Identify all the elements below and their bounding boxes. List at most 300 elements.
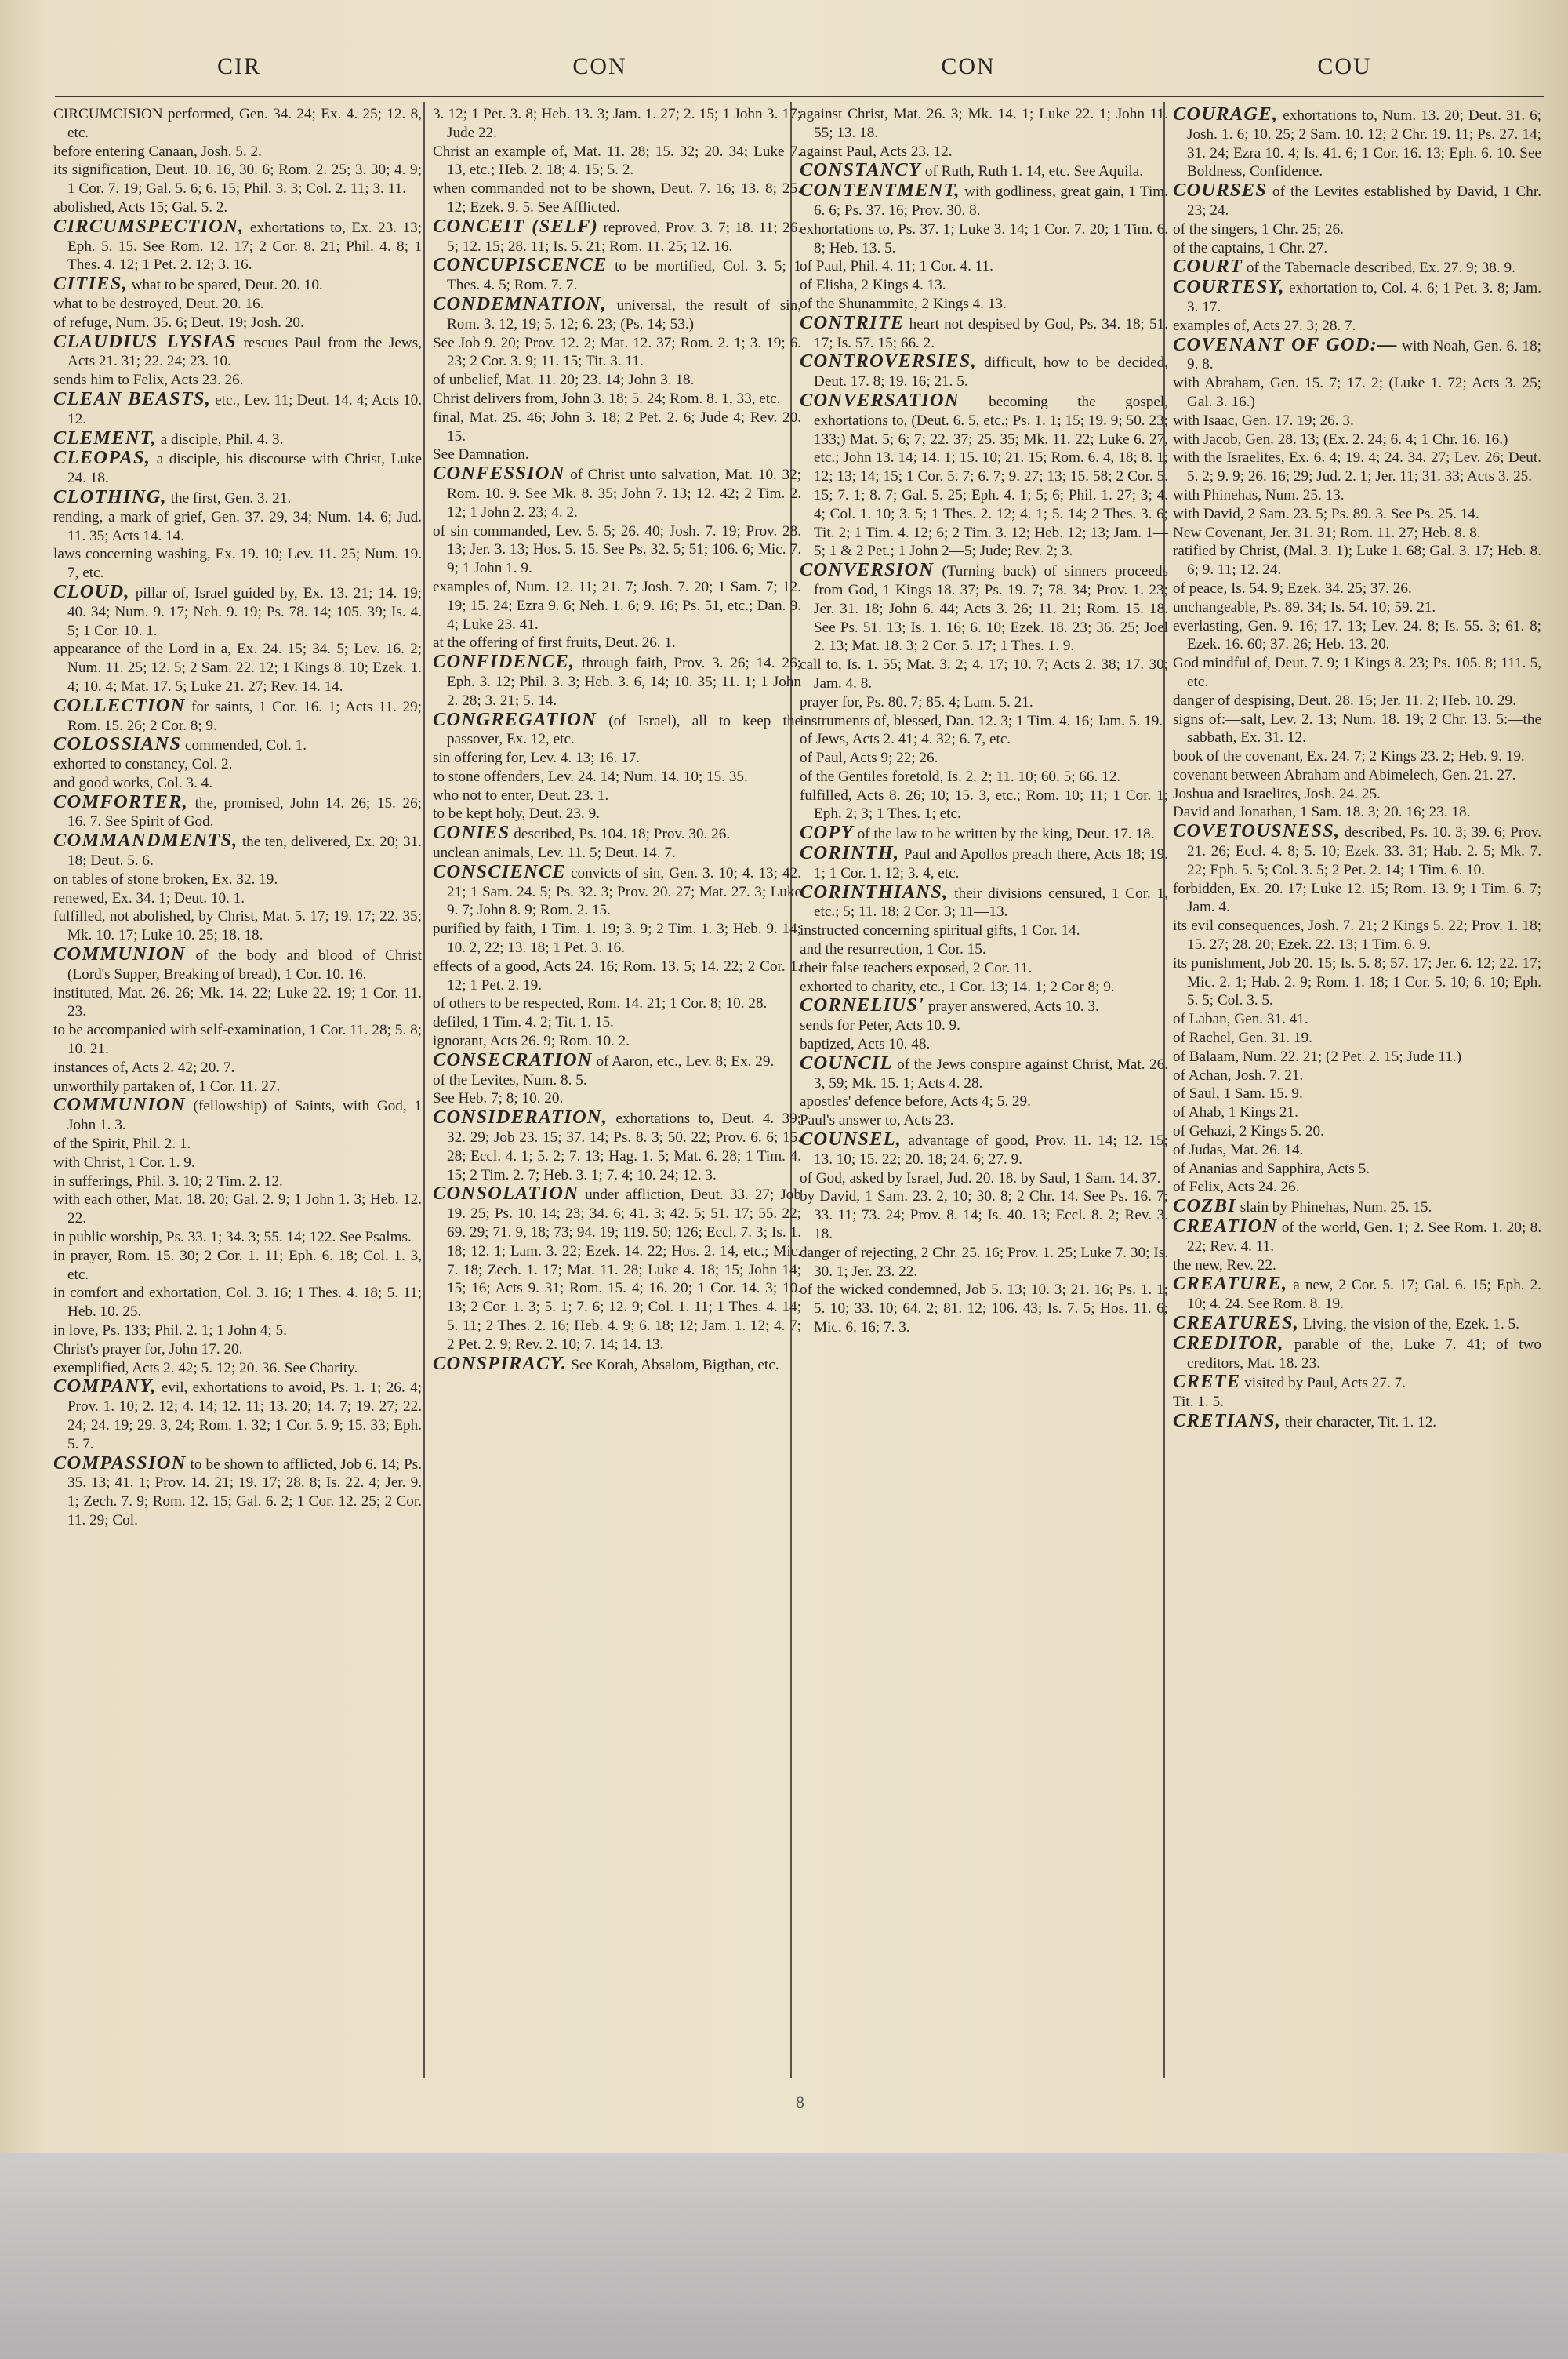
index-entry xyxy=(1173,1010,1541,1029)
index-entry xyxy=(800,181,1168,220)
index-entry xyxy=(53,1096,422,1135)
index-entry xyxy=(433,958,801,995)
entry-text: David and Jonathan, 1 Sam. 18. 3; 20. 16; 23. 18. xyxy=(1173,804,1471,821)
entry-text: unchangeable, Ps. 89. 34; Is. 54. 10; 59. 21. xyxy=(1173,598,1436,616)
index-entry xyxy=(53,387,422,429)
index-entry xyxy=(53,1059,422,1078)
index-entry xyxy=(433,464,801,522)
entry-text: exhortations to, Ps. 37. 1; Luke 3. 14; 1 Cor. 7. 20; 1 Tim. 6. 8; Heb. 13. 5. xyxy=(800,220,1168,256)
index-entry xyxy=(1173,880,1541,918)
entry-text: its punishment, Job 20. 15; Is. 5. 8; 57. 17; Jer. 6. 12; 22. 17; Mic. 2. 1; Hab. 2. 9; Rom. 1. 18; 1 Cor. 5. 10; 6. 10; Eph. 5. 5; Col. 3. 5. xyxy=(1173,954,1541,1009)
index-entry xyxy=(433,1089,801,1108)
running-heads xyxy=(0,53,1568,85)
entry-text: at the offering of first fruits, Deut. 26. 1. xyxy=(433,634,676,652)
index-entry xyxy=(433,390,801,409)
entry-text: of the captains, 1 Chr. 27. xyxy=(1173,239,1328,256)
index-entry xyxy=(433,652,801,710)
index-entry xyxy=(1173,1217,1541,1256)
index-entry xyxy=(53,1321,422,1340)
entry-text: with David, 2 Sam. 23. 5; Ps. 89. 3. See Ps. 25. 14. xyxy=(1173,505,1479,522)
scan-background xyxy=(0,2153,1568,2359)
entry-headword: CLAUDIUS LYSIAS xyxy=(53,330,237,352)
running-head-1: CIR xyxy=(216,53,261,79)
entry-text: danger of rejecting, 2 Chr. 25. 16; Prov. 1. 25; Luke 7. 30; Is. 30. 1; Jer. 23. 22. xyxy=(800,1244,1168,1280)
index-entry xyxy=(433,1108,801,1184)
entry-text: with godliness, great gain, 1 Tim. 6. 6; Ps. 37. 16; Prov. 30. 8. xyxy=(814,184,1169,219)
index-entry xyxy=(53,1021,422,1059)
entry-headword: CONSIDERATION, xyxy=(433,1107,608,1129)
index-entry xyxy=(53,871,422,889)
entry-text: apostles' defence before, Acts 4; 5. 29. xyxy=(800,1093,1031,1110)
entry-text: of the singers, 1 Chr. 25; 26. xyxy=(1173,220,1344,238)
entry-text: with the Israelites, Ex. 6. 4; 19. 4; 24. 34. 27; Lev. 26; Deut. 5. 2; 9. 9; 26. 16; 29; Jud. 2. 1; Jer. 11; 31. 33; Acts 3. 25. xyxy=(1173,449,1541,485)
entry-text: described, Ps. 10. 3; 39. 6; Prov. 21. 26; Eccl. 4. 8; 5. 10; Ezek. 33. 31; Hab. 2. 5; Mk. 7. 22; Eph. 5. 5; Col. 3. 5; 2 Pet. 2. 14; 1 Tim. 6. 10. xyxy=(1187,824,1542,878)
entry-headword: CONTENTMENT, xyxy=(800,180,960,202)
entry-text: Christ an example of, Mat. 11. 28; 15. 32; 20. 34; Luke 7. 13, etc.; Heb. 2. 18; 4. 15; 5. 2. xyxy=(433,143,801,179)
entry-text: (fellowship) of Saints, with God, 1 John 1. 3. xyxy=(67,1098,422,1134)
index-entry xyxy=(53,449,422,488)
index-entry xyxy=(1173,257,1541,278)
index-entry xyxy=(53,640,422,696)
entry-text: on tables of stone broken, Ex. 32. 19. xyxy=(53,871,278,888)
entry-text: by David, 1 Sam. 23. 2, 10; 30. 8; 2 Chr. 14. See Ps. 16. 7; 33. 11; 73. 24; Prov. 8. 14; Is. 40. 13; Eccl. 8. 2; Rev. 3. 18. xyxy=(800,1188,1168,1243)
index-entry xyxy=(433,634,801,652)
entry-text: a disciple, Phil. 4. 3. xyxy=(160,431,284,448)
index-entry xyxy=(1173,1409,1541,1432)
entry-text: and good works, Col. 3. 4. xyxy=(53,774,213,791)
index-entry xyxy=(53,1228,422,1247)
index-entry xyxy=(800,220,1168,258)
entry-text: sends for Peter, Acts 10. 9. xyxy=(800,1017,960,1034)
entry-text: ignorant, Acts 26. 9; Rom. 10. 2. xyxy=(433,1033,630,1050)
entry-text: the ten, delivered, Ex. 20; 31. 18; Deut. 5. 6. xyxy=(67,834,422,870)
entry-text: of refuge, Num. 35. 6; Deut. 19; Josh. 20. xyxy=(53,314,304,331)
index-entry xyxy=(800,295,1168,314)
entry-text: See Damnation. xyxy=(433,446,529,463)
entry-text: Joshua and Israelites, Josh. 24. 25. xyxy=(1173,785,1381,802)
entry-text: of Balaam, Num. 22. 21; (2 Pet. 2. 15; Jude 11.) xyxy=(1173,1048,1462,1065)
entry-text: against Paul, Acts 23. 12. xyxy=(800,143,953,160)
entry-text: sin offering for, Lev. 4. 13; 16. 17. xyxy=(433,750,641,767)
index-entry xyxy=(800,391,1168,561)
entry-headword: COMFORTER, xyxy=(53,791,188,812)
entry-text: a disciple, his discourse with Christ, Luke 24. 18. xyxy=(67,451,422,487)
index-entry xyxy=(1173,1067,1541,1085)
index-entry xyxy=(53,1154,422,1172)
entry-text: before entering Canaan, Josh. 5. 2. xyxy=(53,143,262,160)
entry-text: effects of a good, Acts 24. 16; Rom. 13. 5; 14. 22; 2 Cor. 1. 12; 1 Pet. 2. 19. xyxy=(433,958,801,994)
entry-text: prayer answered, Acts 10. 3. xyxy=(927,998,1099,1016)
entry-text: of Achan, Josh. 7. 21. xyxy=(1173,1067,1304,1084)
index-entry xyxy=(53,1454,422,1530)
entry-headword: CONSCIENCE xyxy=(433,860,566,882)
entry-text: against Christ, Mat. 26. 3; Mk. 14. 1; Luke 22. 1; John 11. 55; 13. 18. xyxy=(800,106,1168,141)
entry-text: call to, Is. 1. 55; Mat. 3. 2; 4. 17; 10. 7; Acts 2. 38; 17. 30; Jam. 4. 8. xyxy=(800,656,1168,692)
index-entry xyxy=(1173,803,1541,822)
index-entry xyxy=(800,787,1168,824)
entry-text: purified by faith, 1 Tim. 1. 19; 3. 9; 2 Tim. 1. 3; Heb. 9. 14; 10. 2, 22; 13. 18; 1 Pet. 3. 16. xyxy=(433,921,801,957)
entry-text: exhortations to, Deut. 4. 39; 32. 29; Job 23. 15; 37. 14; Ps. 8. 3; 50. 22; Prov. 6. 6; 15. 28; Eccl. 4. 1; 5. 2; 7. 13; Hag. 1. 5; Mat. 6. 28; 1 Tim. 4. 15; 2 Tim. 2. 7; Heb. 3. 1; 7. 4; 10. 24; 12. 3. xyxy=(447,1110,802,1183)
index-entry xyxy=(433,994,801,1013)
entry-text: visited by Paul, Acts 27. 7. xyxy=(1244,1375,1406,1392)
index-entry xyxy=(800,311,1168,353)
entry-headword: CORINTH, xyxy=(800,842,900,864)
entry-headword: CITIES, xyxy=(53,273,128,295)
index-entry xyxy=(433,256,801,295)
entry-headword: CORINTHIANS, xyxy=(800,881,949,903)
entry-text: God mindful of, Deut. 7. 9; 1 Kings 8. 23; Ps. 105. 8; 111. 5, etc. xyxy=(1173,655,1541,690)
entry-text: with Phinehas, Num. 25. 13. xyxy=(1173,486,1345,503)
index-entry xyxy=(1173,954,1541,1010)
index-entry xyxy=(433,749,801,768)
index-entry xyxy=(1173,1029,1541,1048)
entry-text: Living, the vision of the, Ezek. 1. 5. xyxy=(1302,1316,1519,1332)
index-entry xyxy=(53,1247,422,1285)
entry-text: universal, the result of sin, Rom. 3. 12, 19; 5. 12; 6. 23; (Ps. 14; 53.) xyxy=(447,296,802,333)
index-entry xyxy=(433,371,801,390)
entry-text: everlasting, Gen. 9. 16; 17. 13; Lev. 24. 8; Is. 55. 3; 61. 8; Ezek. 16. 60; 37. 26; Heb. 13. 20. xyxy=(1173,617,1541,653)
index-entry xyxy=(433,1354,801,1375)
index-entry xyxy=(800,1169,1168,1188)
entry-headword: CONFIDENCE, xyxy=(433,651,575,673)
entry-text: in love, Ps. 133; Phil. 2. 1; 1 John 4; 5. xyxy=(53,1322,287,1339)
entry-text: advantage of good, Prov. 11. 14; 12. 15; 13. 10; 15. 22; 20. 18; 24. 6; 27. 9. xyxy=(814,1132,1168,1168)
index-entry xyxy=(53,1340,422,1359)
index-entry xyxy=(1173,711,1541,748)
index-entry xyxy=(800,959,1168,978)
index-entry xyxy=(1173,1178,1541,1197)
index-entry xyxy=(1173,486,1541,505)
entry-text: instances of, Acts 2. 42; 20. 7. xyxy=(53,1059,235,1076)
index-entry xyxy=(1173,220,1541,239)
entry-text: Paul's answer to, Acts 23. xyxy=(800,1112,954,1129)
index-entry xyxy=(800,161,1168,181)
index-entry xyxy=(1173,431,1541,449)
entry-text: of the Spirit, Phil. 2. 1. xyxy=(53,1136,191,1153)
entry-text: rescues Paul from the Jews, Acts 21. 31; 22. 24; 23. 10. xyxy=(67,334,423,370)
index-entry xyxy=(800,656,1168,693)
entry-text: with Abraham, Gen. 15. 7; 17. 2; (Luke 1. 72; Acts 3. 25; Gal. 3. 16.) xyxy=(1173,375,1541,410)
index-entry xyxy=(53,545,422,583)
entry-text: unworthily partaken of, 1 Cor. 11. 27. xyxy=(53,1078,281,1095)
index-entry xyxy=(53,217,422,274)
page-number: 8 xyxy=(796,2092,804,2112)
entry-text: what to be destroyed, Deut. 20. 16. xyxy=(53,295,264,312)
entry-text: pillar of, Israel guided by, Ex. 13. 21; 14. 19; 40. 34; Num. 9. 17; Neh. 9. 19; Ps. 78. 14; 105. 39; Is. 4. 5; 1 Cor. 10. 1. xyxy=(67,584,422,639)
index-entry xyxy=(433,143,801,180)
entry-text: instructed concerning spiritual gifts, 1 Cor. 14. xyxy=(800,922,1080,940)
index-entry xyxy=(1173,278,1541,317)
entry-headword: CONSTANCY xyxy=(800,159,922,181)
entry-text: danger of despising, Deut. 28. 15; Jer. 11. 2; Heb. 10. 29. xyxy=(1173,692,1516,709)
index-entry xyxy=(53,945,422,984)
entry-text: and the resurrection, 1 Cor. 15. xyxy=(800,941,986,958)
entry-text: rending, a mark of grief, Gen. 37. 29, 34; Num. 14. 6; Jud. 11. 35; Acts 14. 14. xyxy=(53,508,422,544)
index-entry xyxy=(1173,917,1541,954)
index-entry xyxy=(1173,1141,1541,1160)
entry-text: difficult, how to be decided, Deut. 17. 8; 19. 16; 21. 5. xyxy=(814,354,1169,391)
entry-text: of Ahab, 1 Kings 21. xyxy=(1173,1104,1298,1121)
entry-text: of Christ unto salvation, Mat. 10. 32; Rom. 10. 9. See Mk. 8. 35; John 7. 13; 12. 42; 2 Tim. 2. 12; 1 John 2. 23; 4. 2. xyxy=(447,467,801,521)
entry-text: examples of, Acts 27. 3; 28. 7. xyxy=(1173,317,1356,334)
entry-text: of the Levites, Num. 8. 5. xyxy=(433,1071,587,1089)
entry-headword: CONSOLATION xyxy=(433,1183,579,1205)
index-entry xyxy=(53,774,422,793)
entry-headword: CONSECRATION xyxy=(433,1049,593,1070)
entry-headword: COPY xyxy=(800,822,854,844)
index-entry xyxy=(433,844,801,863)
entry-text: commended, Col. 1. xyxy=(184,737,307,754)
index-entry xyxy=(53,580,422,640)
entry-text: of God, asked by Israel, Jud. 20. 18. by Saul, 1 Sam. 14. 37. xyxy=(800,1169,1161,1187)
entry-text: with Jacob, Gen. 28. 13; (Ex. 2. 24; 6. 4; 1 Chr. 16. 16.) xyxy=(1173,431,1508,448)
index-entry xyxy=(53,1359,422,1378)
index-entry xyxy=(53,984,422,1022)
entry-headword: CIRCUMSPECTION, xyxy=(53,215,245,237)
entry-text: (Turning back) of sinners proceeds from God, 1 Kings 18. 37; Ps. 19. 7; 78. 34; Prov. 1. 23; Jer. 31. 18; John 6. 44; Acts 3. 26; 11. 21; Rom. 15. 18. See Ps. 51. 13; Is. 1. 16; 6. 10; Ezek. 18. 23; 36. 25; Joel 2. 13; Mat. 18. 3; 2 Cor. 5. 17; 1 Thes. 1. 9. xyxy=(814,563,1169,655)
entry-text: slain by Phinehas, Num. 25. 15. xyxy=(1240,1199,1432,1216)
entry-text: in prayer, Rom. 15. 30; 2 Cor. 1. 11; Eph. 6. 18; Col. 1. 3, etc. xyxy=(53,1247,422,1283)
index-entry xyxy=(433,1013,801,1032)
entry-headword: CONVERSATION xyxy=(800,389,960,411)
entry-text: described, Ps. 104. 18; Prov. 30. 26. xyxy=(514,826,731,843)
entry-text: of Gehazi, 2 Kings 5. 20. xyxy=(1173,1123,1324,1140)
index-entry xyxy=(800,1244,1168,1281)
index-entry xyxy=(800,105,1168,143)
entry-text: exhortation to, Col. 4. 6; 1 Pet. 3. 8; Jam. 3. 17. xyxy=(1187,280,1542,315)
entry-text: fulfilled, Acts 8. 26; 10; 15. 3, etc.; Rom. 10; 11; 1 Cor. 1; Eph. 2; 3; 1 Thes. 1; etc. xyxy=(800,787,1168,823)
index-entry xyxy=(1173,598,1541,617)
entry-text: of Felix, Acts 24. 26. xyxy=(1173,1179,1300,1196)
index-entry xyxy=(1173,449,1541,486)
entry-text: of the Tabernacle described, Ex. 27. 9; 38. 9. xyxy=(1246,260,1515,277)
entry-headword: COMMUNION xyxy=(53,943,186,965)
index-entry xyxy=(1173,333,1541,375)
entry-headword: CORNELIUS' xyxy=(800,994,925,1016)
entry-headword: CRETIANS, xyxy=(1173,1409,1282,1431)
entry-text: of Paul, Acts 9; 22; 26. xyxy=(800,750,938,767)
entry-headword: CONFESSION xyxy=(433,463,565,485)
entry-headword: COMPASSION xyxy=(53,1452,187,1474)
index-entry xyxy=(53,735,422,755)
index-column-3 xyxy=(800,105,1168,1337)
index-entry xyxy=(800,1130,1168,1169)
running-head-2: CON xyxy=(572,53,627,79)
index-entry xyxy=(53,330,423,372)
entry-text: (of Israel), all to keep the passover, Ex. 12, etc. xyxy=(447,712,802,748)
entry-headword: CLOUD, xyxy=(53,580,130,602)
entry-headword: CONVERSION xyxy=(800,559,935,581)
index-entry xyxy=(433,180,801,217)
index-column-1 xyxy=(53,105,422,1530)
entry-text: laws concerning washing, Ex. 19. 10; Lev. 11. 25; Num. 19. 7, etc. xyxy=(53,546,422,582)
index-entry xyxy=(800,257,1168,276)
index-entry xyxy=(53,508,422,546)
index-entry xyxy=(800,276,1168,295)
entry-headword: CREATURES, xyxy=(1173,1312,1300,1333)
index-entry xyxy=(1173,654,1541,692)
index-column-4 xyxy=(1173,105,1541,1432)
index-entry xyxy=(53,1284,422,1321)
entry-headword: COMMANDMENTS, xyxy=(53,830,238,852)
entry-headword: COLOSSIANS xyxy=(53,733,182,755)
index-entry xyxy=(433,1071,801,1090)
entry-text: the new, Rev. 22. xyxy=(1173,1256,1276,1274)
index-entry xyxy=(800,561,1168,656)
column-divider xyxy=(423,102,425,2078)
running-head-3: CON xyxy=(941,53,996,79)
entry-headword: COURAGE, xyxy=(1173,104,1279,125)
entry-text: ratified by Christ, (Mal. 3. 1); Luke 1. 68; Gal. 3. 17; Heb. 8. 6; 9. 11; 12. 24. xyxy=(1173,543,1541,579)
entry-text: to be mortified, Col. 3. 5; 1 Thes. 4. 5; Rom. 7. 7. xyxy=(447,258,801,294)
entry-text: sends him to Felix, Acts 23. 26. xyxy=(53,372,244,389)
index-entry xyxy=(800,693,1168,712)
entry-text: exhorted to charity, etc., 1 Cor. 13; 14. 1; 2 Cor 8; 9. xyxy=(800,978,1115,995)
entry-headword: COURSES xyxy=(1173,180,1268,202)
index-entry xyxy=(433,1051,801,1071)
index-entry xyxy=(800,921,1168,940)
index-entry xyxy=(433,768,801,787)
entry-text: CIRCUMCISION performed, Gen. 34. 24; Ex. 4. 25; 12. 8, etc. xyxy=(53,106,422,141)
index-entry xyxy=(800,883,1168,922)
entry-text: defiled, 1 Tim. 4. 2; Tit. 1. 15. xyxy=(433,1014,614,1031)
index-entry xyxy=(1173,542,1541,580)
index-entry xyxy=(1173,692,1541,711)
entry-text: of the Jews conspire against Christ, Mat. 26. 3, 59; Mk. 15. 1; Acts 4. 28. xyxy=(814,1056,1168,1092)
index-entry xyxy=(53,198,422,217)
index-entry xyxy=(800,1281,1168,1336)
index-entry xyxy=(800,1016,1168,1035)
entry-headword: CONSPIRACY. xyxy=(433,1352,568,1374)
entry-text: of unbelief, Mat. 11. 20; 23. 14; John 3. 18. xyxy=(433,372,695,389)
entry-headword: CONDEMNATION, xyxy=(433,293,607,314)
index-entry xyxy=(800,712,1168,731)
index-entry xyxy=(53,755,422,774)
entry-text: what to be spared, Deut. 20. 10. xyxy=(131,277,323,294)
index-entry xyxy=(433,860,802,920)
index-entry xyxy=(53,105,422,143)
index-entry xyxy=(1173,785,1541,804)
index-entry xyxy=(1173,617,1541,655)
entry-text: the first, Gen. 3. 21. xyxy=(170,489,292,507)
index-entry xyxy=(1173,1256,1541,1275)
index-entry xyxy=(53,1377,422,1453)
index-entry xyxy=(433,1184,801,1354)
index-entry xyxy=(433,295,801,334)
index-entry xyxy=(800,940,1168,959)
entry-headword: COUNSEL, xyxy=(800,1129,902,1150)
entry-headword: COVENANT OF GOD:— xyxy=(1173,333,1398,355)
index-entry xyxy=(433,787,801,805)
index-entry xyxy=(1173,105,1541,181)
entry-text: through faith, Prov. 3. 26; 14. 26; Eph. 3. 12; Phil. 3. 3; Heb. 3. 6, 14; 10. 35; 11. 1; 1 John 2. 28; 3. 21; 5. 14. xyxy=(447,655,801,709)
entry-text: of Saul, 1 Sam. 15. 9. xyxy=(1173,1085,1303,1103)
entry-text: See Job 9. 20; Prov. 12. 2; Mat. 12. 37; Rom. 2. 1; 3. 19; 6. 23; 2 Cor. 3. 9; 11. 15; Tit. 3. 11. xyxy=(433,334,801,370)
entry-text: evil, exhortations to avoid, Ps. 1. 1; 26. 4; Prov. 1. 10; 2. 12; 4. 14; 12. 11; 13. 20; 14. 7; 19. 27; 22. 24; 24. 19; 29. 3, 24; Rom. 1. 32; 1 Cor. 5. 9; 15. 33; Eph. 5. 7. xyxy=(67,1379,422,1452)
entry-headword: CONTROVERSIES, xyxy=(800,351,977,373)
index-entry xyxy=(433,1032,801,1051)
index-entry xyxy=(53,907,422,945)
entry-text: instituted, Mat. 26. 26; Mk. 14. 22; Luke 22. 19; 1 Cor. 11. 23. xyxy=(53,984,422,1020)
index-entry xyxy=(1173,505,1541,524)
entry-text: final, Mat. 25. 46; John 3. 18; 2 Pet. 2. 6; Jude 4; Rev. 20. 15. xyxy=(433,409,801,445)
entry-text: their false teachers exposed, 2 Cor. 11. xyxy=(800,959,1033,976)
index-entry xyxy=(433,334,801,372)
entry-text: covenant between Abraham and Abimelech, Gen. 21. 27. xyxy=(1173,766,1516,783)
entry-text: of Rachel, Gen. 31. 19. xyxy=(1173,1030,1312,1047)
entry-text: to stone offenders, Lev. 24. 14; Num. 14. 10; 15. 35. xyxy=(433,768,748,785)
entry-headword: COURT xyxy=(1173,256,1243,278)
index-entry xyxy=(800,1092,1168,1111)
entry-text: of the Gentiles foretold, Is. 2. 2; 11. 10; 60. 5; 66. 12. xyxy=(800,768,1121,785)
index-entry xyxy=(53,831,422,871)
entry-text: of Ananias and Sapphira, Acts 5. xyxy=(1173,1160,1370,1177)
index-entry xyxy=(433,217,801,256)
index-entry xyxy=(53,161,422,198)
entry-headword: CLOTHING, xyxy=(53,485,167,507)
entry-text: their divisions censured, 1 Cor. 1, etc.; 5; 11. 18; 2 Cor. 3; 11—13. xyxy=(814,885,1168,921)
entry-text: under affliction, Deut. 33. 27; Job 19. 25; Ps. 10. 14; 23; 34. 6; 41. 3; 42. 5; 51. 17; 55. 22; 69. 29; 71. 9, 18; 73; 94. 19; 119. 50; 126; Eccl. 7. 3; Is. 1. 18; 12. 1; Lam. 3. 22; Ezek. 14. 22; Hos. 2. 14, etc.; Mic. 7. 18; Zech. 1. 17; Mat. 11. 28; Luke 4. 18; 15; John 14; 15; 16; Acts 9. 31; Rom. 15. 4; 16. 20; 1 Cor. 14. 3; 10. 13; 2 Cor. 1. 3; 5. 1; 7. 6; 12. 9; Col. 1. 11; 1 Thes. 4. 14; 5. 11; 2 Thes. 2. 16; Heb. 4. 9; 6. 18; 12; Jam. 1. 12; 4. 7; 2 Pet. 2. 9; Rev. 2. 10; 7. 14; 14. 13. xyxy=(447,1187,801,1353)
index-entry xyxy=(1173,412,1541,431)
entry-text: parable of the, Luke 7. 41; of two creditors, Mat. 18. 23. xyxy=(1187,1336,1541,1372)
entry-text: exemplified, Acts 2. 42; 5. 12; 20. 36. See Charity. xyxy=(53,1359,358,1376)
entry-text: of others to be respected, Rom. 14. 21; 1 Cor. 8; 10. 28. xyxy=(433,995,768,1012)
entry-headword: COURTESY, xyxy=(1173,276,1285,298)
index-entry xyxy=(433,445,801,464)
entry-headword: CREATION xyxy=(1173,1216,1278,1238)
index-entry xyxy=(433,823,801,844)
index-column-2 xyxy=(433,105,801,1374)
header-rule xyxy=(55,96,1544,97)
entry-text: appearance of the Lord in a, Ex. 24. 15; 34. 5; Lev. 16. 2; Num. 11. 25; 12. 5; 2 Sam. 22. 12; 1 Kings 8. 10; Ezek. 1. 4; 10. 4; Mat. 17. 5; Luke 21. 27; Rev. 14. 14. xyxy=(53,641,422,695)
entry-headword: COUNCIL xyxy=(800,1052,893,1074)
index-entry xyxy=(53,485,422,508)
entry-headword: CONCEIT (SELF) xyxy=(433,215,599,237)
entry-text: to be accompanied with self-examination, 1 Cor. 11. 28; 5. 8; 10. 21. xyxy=(53,1022,422,1058)
entry-text: in comfort and exhortation, Col. 3. 16; 1 Thes. 4. 18; 5. 11; Heb. 10. 25. xyxy=(53,1285,422,1321)
entry-headword: COLLECTION xyxy=(53,694,186,716)
index-entry xyxy=(800,143,1168,162)
index-entry xyxy=(53,143,422,162)
entry-text: its signification, Deut. 10. 16, 30. 6; Rom. 2. 25; 3. 30; 4. 9; 1 Cor. 7. 19; Gal. 5. 6; 6. 15; Phil. 3. 3; Col. 2. 11; 3. 11. xyxy=(53,162,422,198)
entry-headword: COVETOUSNESS, xyxy=(1173,820,1341,842)
index-entry xyxy=(800,1054,1168,1093)
index-entry xyxy=(800,730,1168,749)
entry-headword: CONGREGATION xyxy=(433,708,597,730)
index-entry xyxy=(433,522,801,578)
entry-text: reproved, Prov. 3. 7; 18. 11; 26. 5; 12. 15; 28. 11; Is. 5. 21; Rom. 11. 25; 12. 16. xyxy=(447,219,802,255)
entry-text: of the wicked condemned, Job 5. 13; 10. 3; 21. 16; Ps. 1. 1; 5. 10; 33. 10; 64. 2; 81. 12; 106. 43; Is. 7. 5; Hos. 11. 6; Mic. 6. 16; 7. 3. xyxy=(800,1281,1168,1336)
entry-text: of Judas, Mat. 26. 14. xyxy=(1173,1141,1304,1158)
index-entry xyxy=(800,996,1168,1016)
entry-text: in public worship, Ps. 33. 1; 34. 3; 55. 14; 122. See Psalms. xyxy=(53,1229,412,1246)
index-entry xyxy=(800,749,1168,768)
index-entry xyxy=(53,429,422,449)
index-entry xyxy=(1173,1103,1541,1122)
entry-text: signs of:—salt, Lev. 2. 13; Num. 18. 19; 2 Chr. 13. 5:—the sabbath, Ex. 31. 12. xyxy=(1173,711,1541,747)
entry-text: of the law to be written by the king, Deut. 17. 18. xyxy=(857,826,1155,843)
entry-headword: CLEAN BEASTS, xyxy=(53,387,212,409)
entry-text: of the body and blood of Christ (Lord's Supper, Breaking of bread), 1 Cor. 10. 16. xyxy=(67,947,423,983)
entry-text: fulfilled, not abolished, by Christ, Mat. 5. 17; 19. 17; 22. 35; Mk. 10. 17; Luke 10. 25; 18. 18. xyxy=(53,908,422,944)
entry-text: book of the covenant, Ex. 24. 7; 2 Kings 23. 2; Heb. 9. 19. xyxy=(1173,748,1525,765)
entry-text: of Aaron, etc., Lev. 8; Ex. 29. xyxy=(596,1052,775,1070)
entry-text: to be shown to afflicted, Job 6. 14; Ps. 35. 13; 41. 1; Prov. 14. 21; 19. 17; 28. 8; Is. 22. 4; Jer. 9. 1; Zech. 7. 9; Rom. 12. 15; Gal. 6. 2; 1 Cor. 12. 25; 2 Cor. 11. 29; Col. xyxy=(67,1456,423,1528)
entry-text: examples of, Num. 12. 11; 21. 7; Josh. 7. 20; 1 Sam. 7; 12. 19; 15. 24; Ezra 9. 6; Neh. 1. 6; 9. 16; Ps. 51, etc.; Dan. 9. 4; Luke 23. 41. xyxy=(433,578,801,633)
index-entry xyxy=(1173,747,1541,766)
index-entry xyxy=(1173,1197,1541,1217)
index-entry xyxy=(800,1111,1168,1130)
